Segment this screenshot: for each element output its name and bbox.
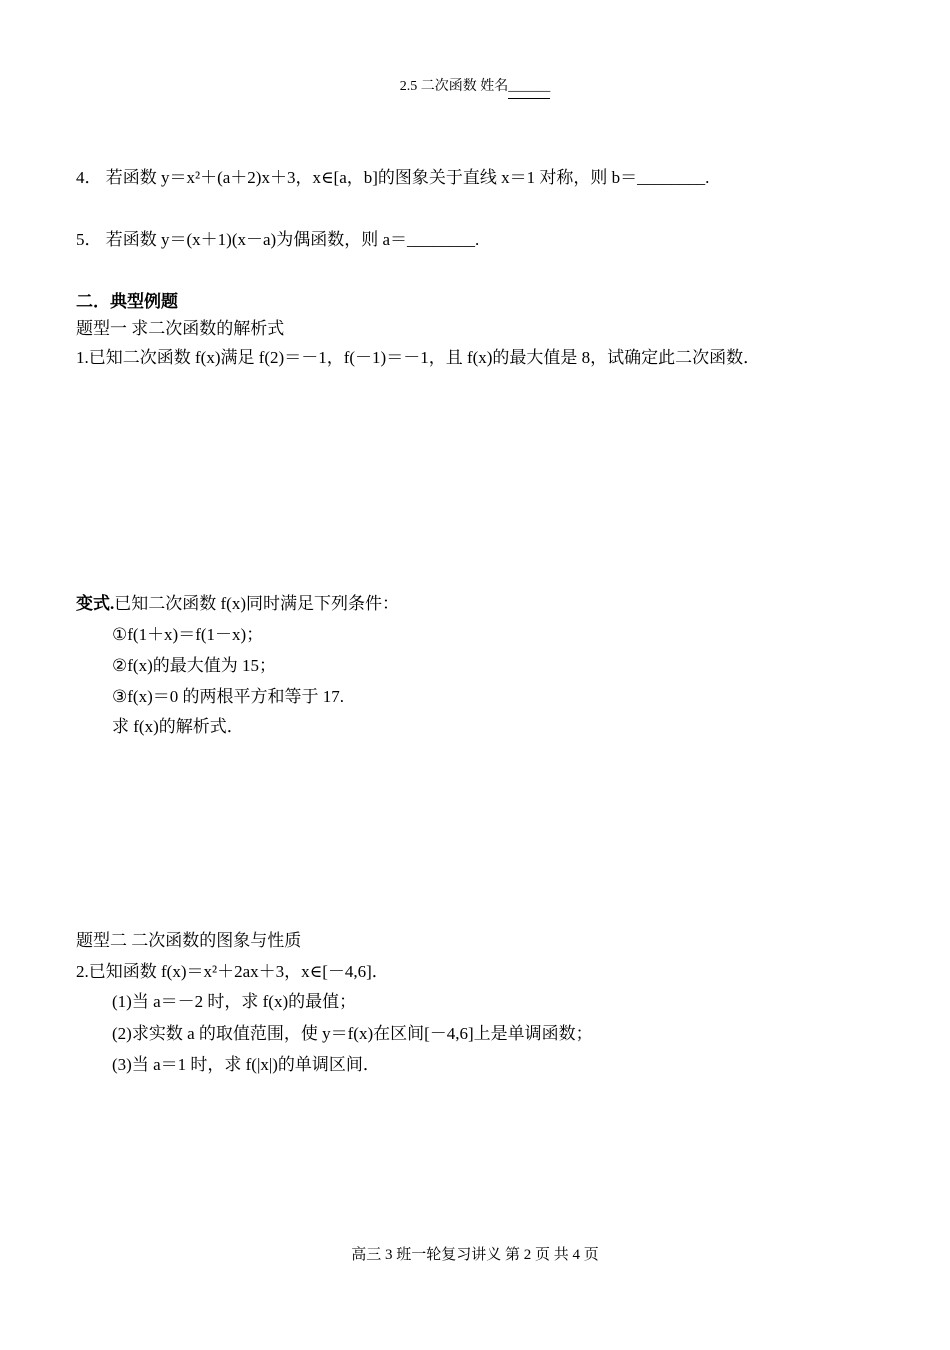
question-2: 2.已知函数 f(x)＝x²＋2ax＋3，x∈[－4,6]． bbox=[76, 962, 389, 981]
variant-condition-1: ①f(1＋x)＝f(1－x)； bbox=[112, 625, 264, 644]
variant-condition-2: ②f(x)的最大值为 15； bbox=[112, 656, 276, 675]
problem-4 bbox=[76, 167, 709, 189]
name-blank: ______ bbox=[508, 76, 550, 99]
variant-label: 变式. bbox=[76, 594, 115, 613]
problem-5-number: 5． bbox=[76, 230, 102, 249]
variant-intro-line bbox=[76, 593, 399, 615]
question-2-part-3: (3)当 a＝1 时，求 f(|x|)的单调区间． bbox=[112, 1055, 380, 1074]
variant-condition-3: ③f(x)＝0 的两根平方和等于 17. bbox=[112, 687, 344, 706]
question-2-part-1: (1)当 a＝－2 时，求 f(x)的最值； bbox=[112, 992, 357, 1011]
type2-title: 题型二 二次函数的图象与性质 bbox=[76, 931, 302, 950]
problem-5 bbox=[76, 229, 479, 251]
problem-5-blank: ________ bbox=[407, 230, 475, 249]
question-2-part-2: (2)求实数 a 的取值范围，使 y＝f(x)在区间[－4,6]上是单调函数； bbox=[112, 1024, 593, 1043]
problem-5-text: 若函数 y＝(x＋1)(x－a)为偶函数，则 a＝ bbox=[105, 230, 407, 249]
problem-4-end: . bbox=[705, 168, 710, 187]
variant-ask: 求 f(x)的解析式． bbox=[112, 717, 244, 736]
page-footer: 高三 3 班一轮复习讲义 第 2 页 共 4 页 bbox=[351, 1247, 599, 1263]
problem-4-number: 4． bbox=[76, 168, 102, 187]
section-heading: 二．典型例题 bbox=[76, 292, 178, 311]
problem-5-end: . bbox=[475, 230, 480, 249]
variant-intro: 已知二次函数 f(x)同时满足下列条件： bbox=[114, 594, 399, 613]
header-title: 2.5 二次函数 姓名 bbox=[399, 79, 509, 94]
question-1: 1.已知二次函数 f(x)满足 f(2)＝－1，f(－1)＝－1，且 f(x)的最大值是 8，试确定此二次函数． bbox=[76, 348, 761, 367]
problem-4-blank: ________ bbox=[637, 168, 706, 187]
page-header bbox=[0, 76, 950, 99]
type1-title: 题型一 求二次函数的解析式 bbox=[76, 319, 285, 338]
problem-4-text: 若函数 y＝x²＋(a＋2)x＋3，x∈[a，b]的图象关于直线 x＝1 对称，则 b＝ bbox=[105, 168, 638, 187]
